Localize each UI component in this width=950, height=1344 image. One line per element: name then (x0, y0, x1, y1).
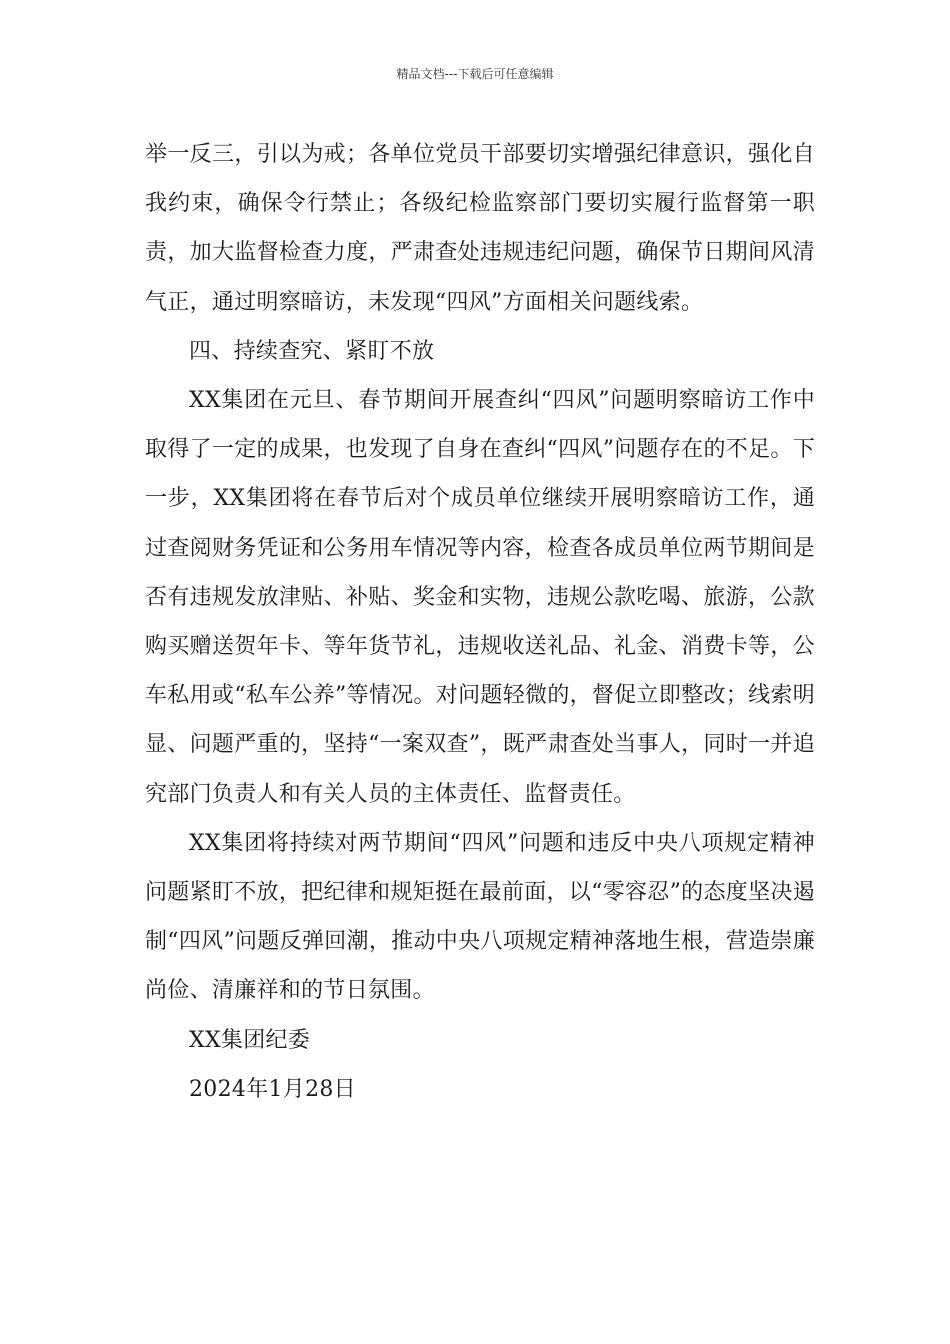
paragraph-conclusion: XX集团将持续对两节期间“四风”问题和违反中央八项规定精神问题紧盯不放，把纪律和规矩挺在最前面，以“零容忍”的态度坚决遏制“四风”问题反弹回潮，推动中央八项规定精神落地生根，营造崇廉尚俭、清廉祥和的节日氛围。 (145, 830, 815, 1004)
paragraph-continuation: 举一反三，引以为戒；各单位党员干部要切实增强纪律意识，强化自我约束，确保令行禁止；各级纪检监察部门要切实履行监督第一职责，加大监督检查力度，严肃查处违规违纪问题，确保节日期间风清气正，通过明察暗访，未发现“四风”方面相关问题线索。 (145, 142, 815, 315)
page-header: 精品文档---下载后可任意编辑 (396, 67, 554, 81)
signature: XX集团纪委 (189, 1027, 311, 1053)
document-body (145, 130, 815, 1114)
document-date: 2024年1月28日 (189, 1076, 356, 1102)
section-heading: 四、持续查究、紧盯不放 (189, 338, 435, 364)
paragraph-next-steps: XX集团在元旦、春节期间开展查纠“四风”问题明察暗访工作中取得了一定的成果，也发现了自身在查纠“四风”问题存在的不足。下一步，XX集团将在春节后对个成员单位继续开展明察暗访工作，通过查阅财务凭证和公务用车情况等内容，检查各成员单位两节期间是否有违规发放津贴、补贴、奖金和实物，违规公款吃喝、旅游，公款购买赠送贺年卡、等年货节礼，违规收送礼品、礼金、消费卡等，公车私用或“私车公养”等情况。对问题轻微的，督促立即整改；线索明显、问题严重的，坚持“一案双查”，既严肃查处当事人，同时一并追究部门负责人和有关人员的主体责任、监督责任。 (145, 388, 815, 807)
